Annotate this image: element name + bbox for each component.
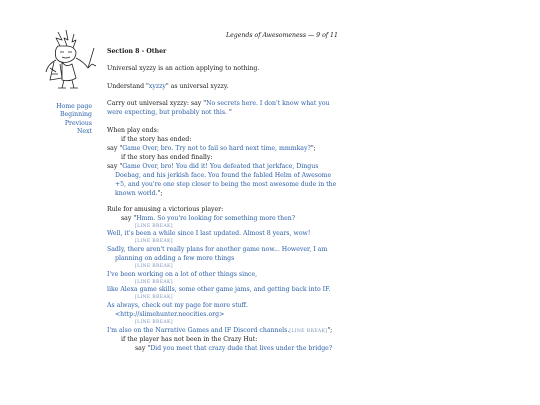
- code-block: [107, 127, 337, 199]
- code-line: if the story has ended finally:: [121, 153, 213, 161]
- side-nav: [56, 103, 92, 136]
- code-line: if the story has ended:: [121, 135, 192, 143]
- paragraph: Carry out universal xyzzy: say "No secrets here. I don't know what you were expecting, but probably not this. ": [107, 100, 330, 117]
- section-title: Section 8 - Other: [107, 48, 167, 55]
- code-line: I've been working on a lot of other things since,: [107, 270, 258, 278]
- code-line: When play ends:: [107, 126, 159, 134]
- code-line: As always, check out my page for more stuff. <http://slimehunter.neocities.org>: [107, 301, 248, 318]
- code-line: say "Game Over, bro! You did it! You defeated that jerkface, Dingus Doebag, and his jerkish face. You found the fabled Helm of Awesome +5, and you're one step closer to being the most awesome dude in the known world.";: [107, 162, 337, 197]
- page-header-title: Legends of Awesomeness — 9 of 11: [226, 32, 338, 39]
- nav-beginning-link[interactable]: Beginning: [59, 111, 92, 119]
- code-line: like Alexa game skills, some other game jams, and getting back into IF.: [107, 286, 331, 294]
- line-break-token: [LINE BREAK]: [135, 239, 173, 245]
- line-break-token: [LINE BREAK]: [135, 319, 173, 325]
- code-line: Sadly, there aren't really plans for another game now... However, I am planning on adding a few more things: [107, 246, 328, 263]
- code-line: say "Hmm. So you're looking for something more then?: [121, 214, 296, 222]
- code-line: I'm also on the Narrative Games and IF Discord channels.[LINE BREAK]";: [107, 326, 333, 334]
- knight-logo-icon: [40, 28, 96, 90]
- line-break-token: [LINE BREAK]: [135, 264, 173, 270]
- paragraph: Universal xyzzy is an action applying to nothing.: [107, 65, 260, 73]
- nav-next-link[interactable]: Next: [76, 128, 92, 136]
- paragraph: Understand "xyzzy" as universal xyzzy.: [107, 82, 229, 90]
- code-line: Well, it's been a while since I last updated. Almost 8 years, wow!: [107, 230, 311, 238]
- code-block: [107, 206, 337, 354]
- code-line: say "Did you meet that crazy dude that lives under the bridge?: [135, 344, 333, 352]
- line-break-token: [LINE BREAK]: [135, 279, 173, 285]
- source-text: [107, 48, 337, 354]
- code-line: if the player has not been in the Crazy Hut:: [121, 335, 258, 343]
- nav-home-link[interactable]: Home page: [56, 103, 92, 110]
- code-line: say "Game Over, bro. Try not to fail so hard next time, mmmkay?";: [107, 144, 316, 152]
- line-break-token: [LINE BREAK]: [135, 295, 173, 301]
- line-break-token: [LINE BREAK]: [135, 223, 173, 229]
- code-line: Rule for amusing a victorious player:: [107, 205, 224, 213]
- nav-previous-link[interactable]: Previous: [64, 119, 92, 127]
